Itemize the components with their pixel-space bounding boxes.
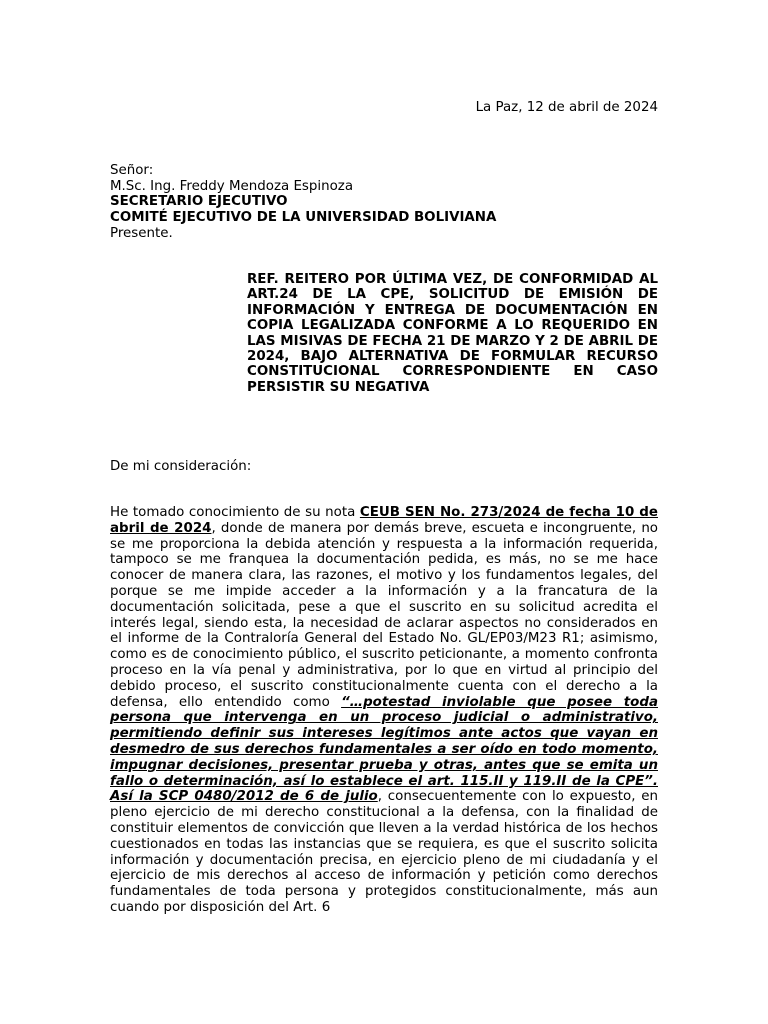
body-paragraph: [110, 505, 658, 916]
note-reference: CEUB SEN No. 273/2024 de fecha 10 de abril de 2024: [110, 505, 658, 536]
addressee-salutation: Señor:: [110, 163, 154, 178]
addressee-block: [110, 163, 496, 242]
reference-block: REF. REITERO POR ÚLTIMA VEZ, DE CONFORMIDAD AL ART.24 DE LA CPE, SOLICITUD DE EMISIÓN DE INFORMACIÓN Y ENTREGA DE DOCUMENTACIÓN EN COPIA LEGALIZADA CONFORME A LO REQUERIDO EN LAS MISIVAS DE FECHA 21 DE MARZO Y 2 DE ABRIL DE 2024, BAJO ALTERNATIVA DE FORMULAR RECURSO CONSTITUCIONAL CORRESPONDIENTE EN CASO PERSISTIR SU NEGATIVA: [247, 272, 658, 395]
greeting: De mi consideración:: [110, 459, 252, 474]
body-text-intro: He tomado conocimiento de su nota: [110, 505, 360, 520]
addressee-organization: COMITÉ EJECUTIVO DE LA UNIVERSIDAD BOLIVIANA: [110, 210, 497, 226]
addressee-presente: Presente.: [110, 225, 173, 241]
addressee-name: M.Sc. Ing. Freddy Mendoza Espinoza: [110, 178, 354, 194]
letter-date: La Paz, 12 de abril de 2024: [475, 100, 658, 115]
body-text-conclusion: , consecuentemente con lo expuesto, en pleno ejercicio de mi derecho constitucional a la defensa, con la finalidad de constituir elementos de convicción que lleven a la verdad histórica de los hechos cuestionados en todas las instancias que se requiera, es que el suscrito solicita información y documentación precisa, en ejercicio pleno de mi ciudadanía y el ejercicio de mis derechos al acceso de información y petición como derechos fundamentales de toda persona y protegidos constitucionalmente, más aun cuando por disposición del Art. 6: [110, 789, 658, 915]
addressee-position: SECRETARIO EJECUTIVO: [110, 194, 288, 210]
legal-quote: “…potestad inviolable que posee toda persona que intervenga en un proceso judicial o administrativo, permitiendo definir sus intereses legítimos ante actos que vayan en desmedro de sus derechos fundamentales a ser oído en todo momento, impugnar decisiones, presentar prueba y otras, antes que se emita un fallo o determinación, así lo establece el art. 115.II y 119.II de la CPE”. Así la SCP 0480/2012 de 6 de julio: [110, 694, 658, 805]
body-text-main: , donde de manera por demás breve, escueta e incongruente, no se me proporciona la debida atención y respuesta a la información requerida, tampoco se me franquea la documentación pedida, es más, no se me hace conocer de manera clara, las razones, el motivo y los fundamentos legales, del porque se me impide acceder a la información y a la francatura de la documentación solicitada, pese a que el suscrito en su solicitud acredita el interés legal, siendo esta, la necesidad de aclarar aspectos no considerados en el informe de la Contraloría General del Estado No. GL/EP03/M23 R1; asimismo, como es de conocimiento público, el suscrito peticionante, a momento confronta proceso en la vía penal y administrativa, por lo que en virtud al principio del debido proceso, el suscrito constitucionalmente cuenta con el derecho a la defensa, ello entendido como: [110, 520, 658, 710]
